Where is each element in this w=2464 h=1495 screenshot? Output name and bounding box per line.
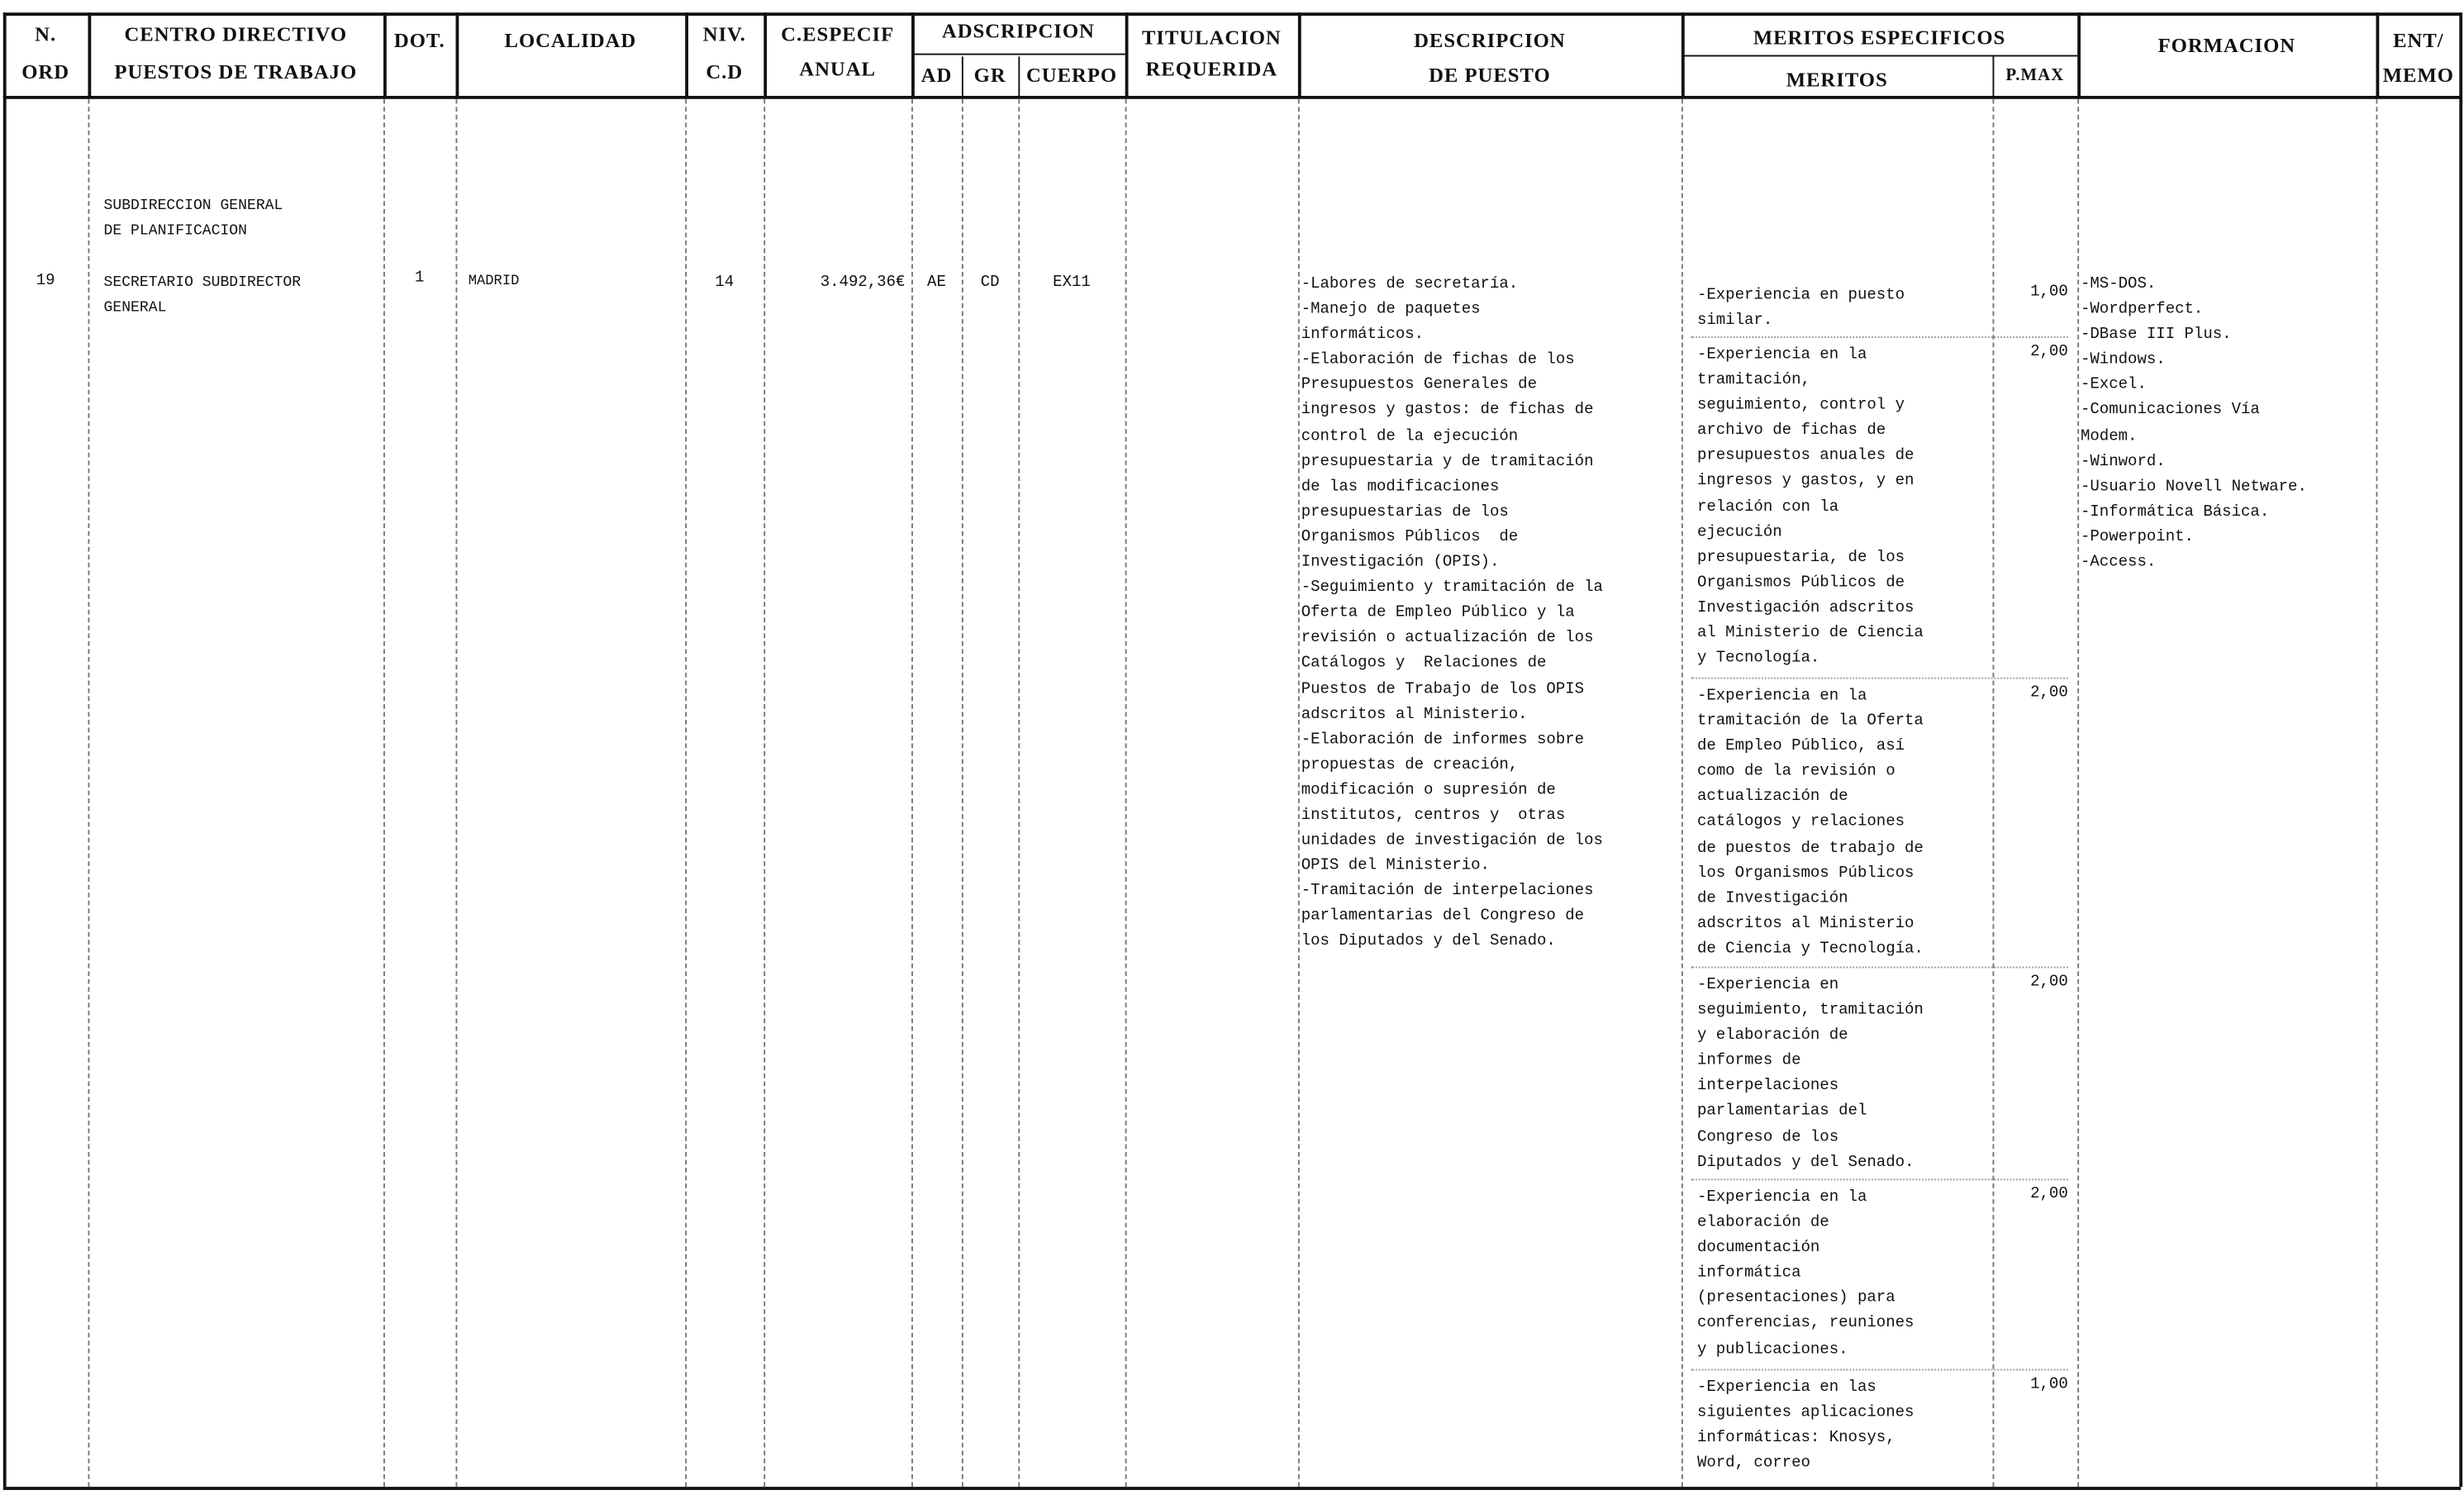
header-requerida: REQUERIDA [1145,56,1278,80]
localidad-value: MADRID [468,273,520,289]
merito-text: -Experiencia en la tramitación, seguimiento, control y archivo de fichas de presupuestos anuales de ingresos y gastos, y en relación con la ejecución presupuestaria, de los Organismos Públicos de Investigación adscritos al Ministerio de Ciencia y Tecnología. [1696,347,1924,669]
merito-pmax: 1,00 [2030,1376,2068,1394]
header-ad: AD [920,63,953,87]
header-column-divider [383,12,387,98]
body-column-divider [1125,99,1127,1487]
header-localidad: LOCALIDAD [504,28,637,52]
body-column-divider [685,99,687,1487]
table-top-border [3,12,2461,16]
body-column-divider [1992,99,1994,1487]
merito-text: -Experiencia en puesto similar. [1696,288,1905,331]
body-column-divider [383,99,385,1487]
gr-value: CD [980,274,1000,293]
header-adscripcion: ADSCRIPCION [941,18,1095,43]
merito-separator [1691,678,2067,679]
merito-text: -Experiencia en las siguientes aplicaciones informáticas: Knosys, Word, correo [1696,1379,1915,1474]
table-bottom-border [3,1487,2461,1490]
header-ent: ENT/ [2393,28,2444,52]
merito-text: -Experiencia en la elaboración de documentación informática (presentaciones) para conferencias, reuniones y publicaciones. [1696,1189,1915,1359]
header-titulacion: TITULACION [1141,25,1282,49]
merito-pmax: 2,00 [2030,344,2068,362]
niv-value: 14 [715,274,735,293]
body-column-divider [763,99,765,1487]
header-memo: MEMO [2382,63,2454,87]
header-descripcion: DESCRIPCION [1414,28,1566,52]
adscripcion-divider [911,54,1125,55]
header-n: N. [35,21,57,46]
header-gr: GR [973,63,1006,87]
dot-value: 1 [415,270,425,288]
header-puestos-trabajo: PUESTOS DE TRABAJO [114,60,358,83]
merito-separator [1691,967,2067,969]
header-ord: ORD [21,60,70,83]
n-ord-value: 19 [36,273,55,291]
header-column-divider [456,12,459,98]
header-dot: DOT. [393,28,445,52]
header-niv: NIV. [702,21,746,46]
body-column-divider [1018,99,1020,1487]
descripcion-text: -Labores de secretaría. -Manejo de paquetes informáticos. -Elaboración de fichas de los Presupuestos Generales de ingresos y gastos: de fichas de control de la ejecución presupuestaria y de tramitación de las modificaciones presupuestarias de los Organismos Públicos de Investigación (OPIS). -Seguimiento y tramitación de la Oferta de Empleo Público y la revisión o actualización de los Catálogos y Relaciones de Puestos de Trabajo de los OPIS adscritos al Ministerio. -Elaboración de informes sobre propuestas de creación, modificación o supresión de institutos, centros y otras unidades de investigación de los OPIS del Ministerio. -Tramitación de interpelaciones parlamentarias del Congreso de los Diputados y del Senado. [1301,276,1603,952]
left-border [3,12,7,1487]
cuerpo-value: EX11 [1053,274,1091,293]
merito-separator [1691,336,2067,338]
formacion-text: -MS-DOS. -Wordperfect. -DBase III Plus. -Windows. -Excel. -Comunicaciones Vía Modem. -Winword. -Usuario Novell Netware. -Informática Básica. -Powerpoint. -Access. [2080,276,2307,573]
merito-pmax: 1,00 [2030,284,2068,302]
header-cd: C.D [706,60,744,83]
ad-value: AE [927,274,946,293]
merito-pmax: 2,00 [2030,1186,2068,1204]
meritos-divider [1682,55,2077,57]
merito-pmax: 2,00 [2030,974,2068,993]
body-column-divider [2077,99,2079,1487]
header-anual: ANUAL [799,56,876,80]
body-column-divider [456,99,458,1487]
cespecif-value: 3.492,36€ [820,274,906,293]
merito-separator [1691,1178,2067,1180]
header-pmax: P.MAX [2005,65,2065,85]
body-column-divider [962,99,963,1487]
merito-text: -Experiencia en la tramitación de la Oferta de Empleo Público, así como de la revisión o actualización de catálogos y relaciones de puestos de trabajo de los Organismos Públicos de Investigación adscritos al Ministerio de Ciencia y Tecnología. [1696,688,1924,959]
header-bottom-border [3,96,2461,99]
merito-separator [1691,1369,2067,1370]
body-column-divider [1682,99,1683,1487]
puesto-name: SECRETARIO SUBDIRECTOR GENERAL [103,273,302,317]
header-centro-directivo: CENTRO DIRECTIVO [124,21,348,46]
unit-name: SUBDIRECCION GENERAL DE PLANIFICACION [103,196,283,240]
body-column-divider [1298,99,1300,1487]
header-de-puesto: DE PUESTO [1429,63,1551,87]
header-meritos-especificos: MERITOS ESPECIFICOS [1753,25,2006,49]
header-cespecif: C.ESPECIF [781,21,895,46]
header-meritos: MERITOS [1786,67,1888,92]
header-formacion: FORMACION [2157,32,2296,57]
body-column-divider [2376,99,2378,1487]
merito-text: -Experiencia en seguimiento, tramitación y elaboración de informes de interpelaciones parlamentarias del Congreso de los Diputados y del Senado. [1696,977,1924,1173]
merito-pmax: 2,00 [2030,685,2068,703]
body-column-divider [88,99,90,1487]
body-column-divider [911,99,913,1487]
right-border [2459,12,2462,1487]
header-cuerpo: CUERPO [1025,63,1118,87]
